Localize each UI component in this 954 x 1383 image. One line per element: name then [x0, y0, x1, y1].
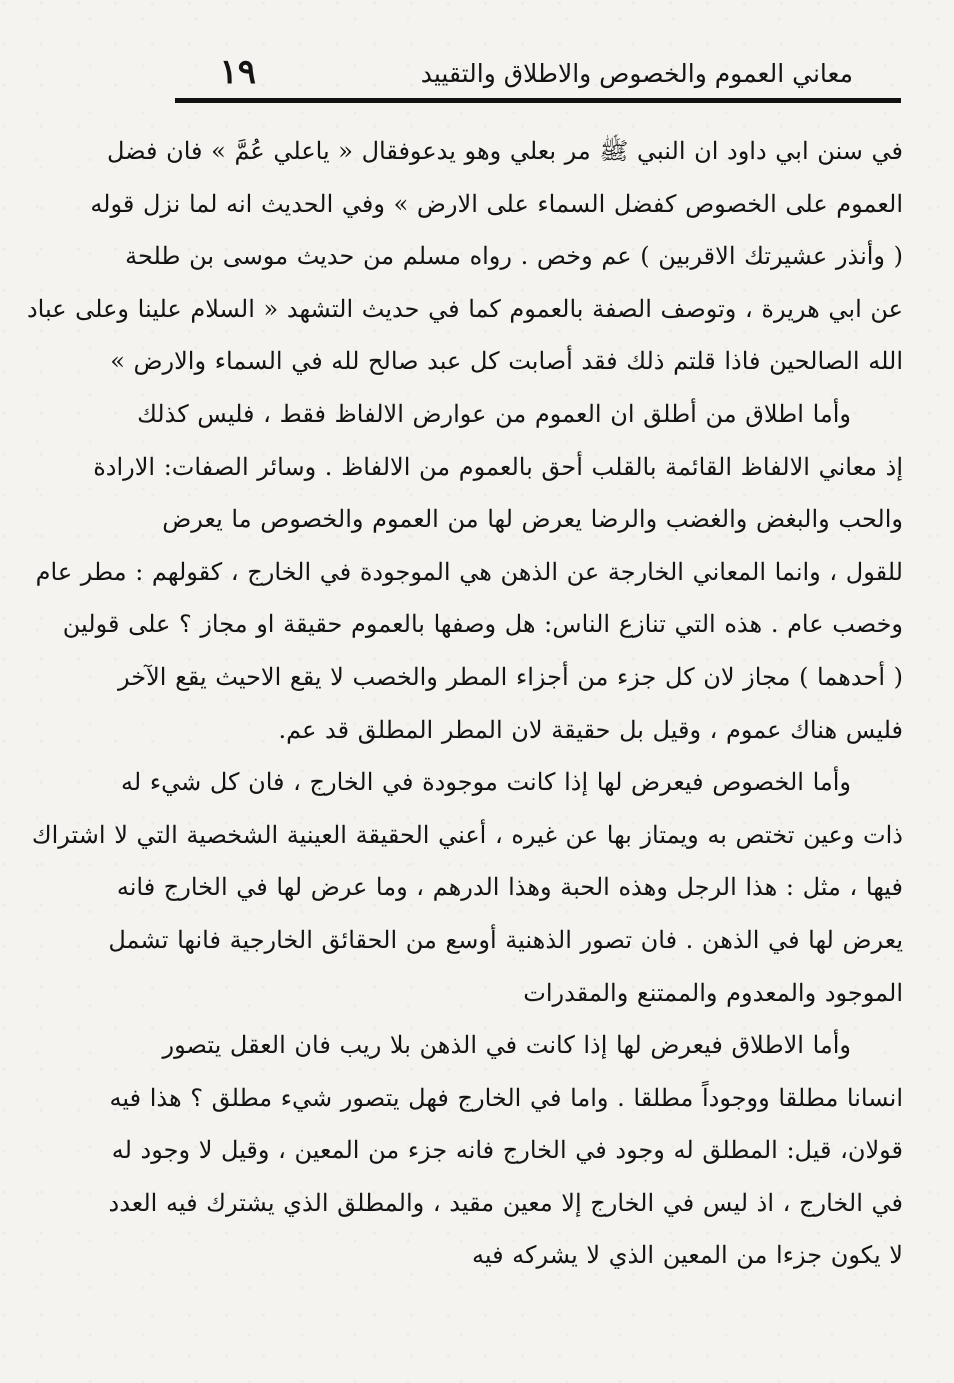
page-header: [175, 50, 901, 96]
paragraph-3: [31, 756, 903, 1019]
running-title: معاني العموم والخصوص والاطلاق والتقييد: [420, 59, 853, 88]
text-line: وأما الاطلاق فيعرض لها إذا كانت في الذهن بلا ريب فان العقل يتصور: [162, 1031, 851, 1060]
paragraph-2: [35, 388, 903, 756]
text-line: للقول ، وانما المعاني الخارجة عن الذهن هي الموجودة في الخارج ، كقولهم : مطر عام: [35, 557, 903, 586]
text-line: فيها ، مثل : هذا الرجل وهذه الحبة وهذا الدرهم ، وما عرض لها في الخارج فانه: [116, 873, 903, 902]
text-line: ذات وعين تختص به ويمتاز بها عن غيره ، أعني الحقيقة العينية الشخصية التي لا اشتراك: [31, 820, 903, 849]
text-line: العموم على الخصوص كفضل السماء على الارض » وفي الحديث انه لما نزل قوله: [90, 189, 903, 218]
text-line: ( وأنذر عشيرتك الاقربين ) عم وخص . رواه مسلم من حديث موسى بن طلحة: [125, 242, 903, 271]
paragraph-1: [26, 125, 903, 388]
text-line: فليس هناك عموم ، وقيل بل حقيقة لان المطر المطلق قد عم.: [278, 715, 903, 744]
text-line: في الخارج ، اذ ليس في الخارج إلا معين مقيد ، والمطلق الذي يشترك فيه العدد: [108, 1188, 903, 1217]
text-line: وأما اطلاق من أطلق ان العموم من عوارض الالفاظ فقط ، فليس كذلك: [137, 399, 851, 428]
text-line: ( أحدهما ) مجاز لان كل جزء من أجزاء المطر والخصب لا يقع الاحيث يقع الآخر: [118, 662, 903, 691]
text-line: الموجود والمعدوم والممتنع والمقدرات: [523, 978, 903, 1007]
body-text: [26, 125, 903, 1282]
text-line: انسانا مطلقا ووجوداً مطلقا . واما في الخارج فهل يتصور شيء مطلق ؟ هذا فيه: [109, 1083, 903, 1112]
text-line: قولان، قيل: المطلق له وجود في الخارج فانه جزء من المعين ، وقيل لا وجود له: [111, 1136, 903, 1165]
text-line: وخصب عام . هذه التي تنازع الناس: هل وصفها بالعموم حقيقة او مجاز ؟ على قولين: [62, 610, 903, 639]
text-line: الله الصالحين فاذا قلتم ذلك فقد أصابت كل عبد صالح لله في السماء والارض »: [110, 347, 903, 376]
paragraph-4: [108, 1019, 903, 1282]
text-line: يعرض لها في الذهن . فان تصور الذهنية أوسع من الحقائق الخارجية فانها تشمل: [108, 925, 903, 954]
text-line: لا يكون جزءا من المعين الذي لا يشركه فيه: [471, 1241, 903, 1270]
text-line: والحب والبغض والغضب والرضا يعرض لها من العموم والخصوص ما يعرض: [162, 505, 903, 534]
text-line: عن ابي هريرة ، وتوصف الصفة بالعموم كما في حديث التشهد « السلام علينا وعلى عباد: [26, 294, 903, 323]
page-number: ١٩: [219, 52, 256, 92]
text-line: إذ معاني الالفاظ القائمة بالقلب أحق بالعموم من الالفاظ . وسائر الصفات: الارادة: [93, 452, 903, 481]
header-rule: [175, 98, 901, 103]
text-line: وأما الخصوص فيعرض لها إذا كانت موجودة في الخارج ، فان كل شيء له: [121, 768, 851, 797]
text-line: في سنن ابي داود ان النبي ﷺ مر بعلي وهو يدعوفقال « ياعلي عُمَّ » فان فضل: [107, 137, 903, 165]
